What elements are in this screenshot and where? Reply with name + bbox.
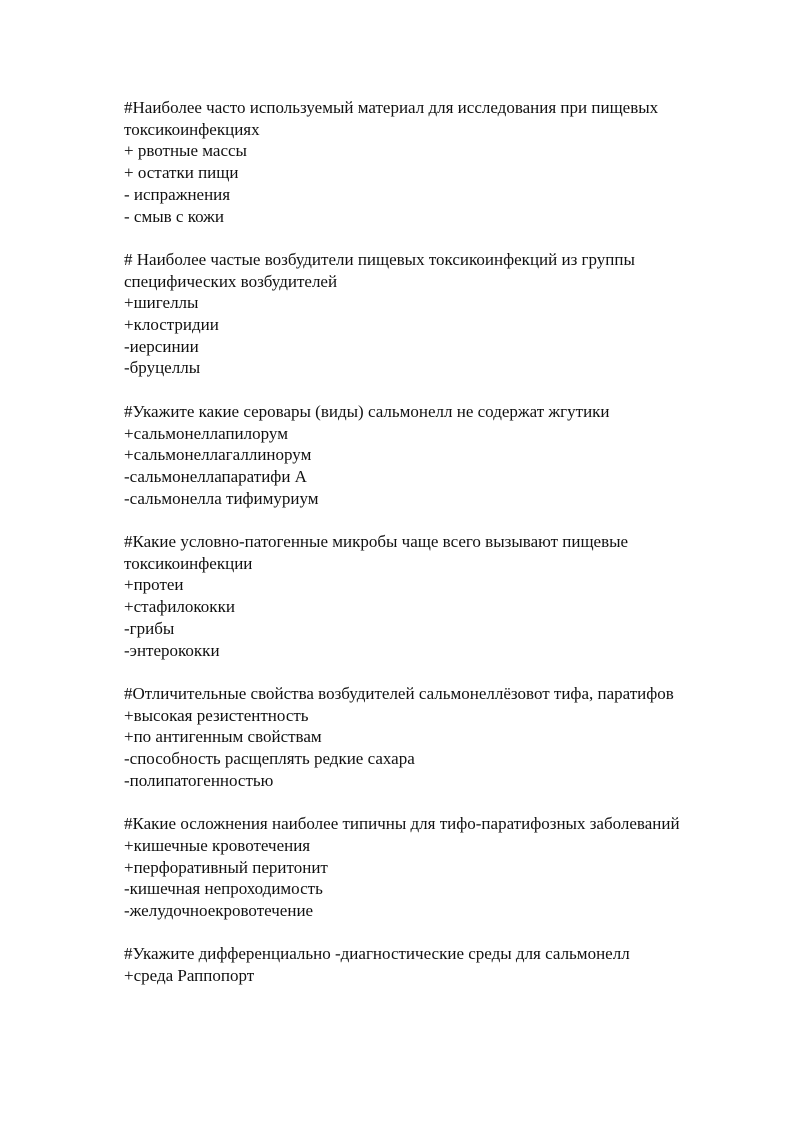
answer-option: - испражнения (124, 184, 231, 204)
question-block-6 (124, 813, 724, 922)
question-text: # Наиболее частые возбудители пищевых токсикоинфекций из группы специфических возбудителей (124, 249, 635, 291)
question-block-3 (124, 401, 724, 510)
question-block-1 (124, 97, 724, 227)
question-text: #Отличительные свойства возбудителей сальмонеллёзовот тифа, паратифов (124, 683, 674, 703)
question-block-4 (124, 531, 724, 661)
answer-option: +сальмонеллапилорум (124, 423, 288, 443)
answer-option: -желудочноекровотечение (124, 900, 314, 920)
question-text: #Какие условно-патогенные микробы чаще всего вызывают пищевые токсикоинфекции (124, 532, 629, 573)
answer-option: -сальмонеллапаратифи А (124, 466, 307, 486)
answer-option: -грибы (124, 618, 175, 638)
answer-option: +клостридии (124, 315, 219, 335)
answer-option: -сальмонелла тифимуриум (124, 488, 319, 508)
answer-option: +по антигенным свойствам (124, 727, 322, 747)
question-text: #Укажите какие серовары (виды) сальмонелл не содержат жгутики (124, 401, 610, 421)
answer-option: +сальмонеллагаллинорум (124, 445, 312, 465)
answer-option: -бруцеллы (124, 358, 201, 378)
question-text: #Наиболее часто используемый материал для исследования при пищевых токсикоинфекциях (124, 98, 659, 139)
answer-option: +протеи (124, 575, 184, 595)
question-block-5 (124, 683, 724, 792)
question-text: #Укажите дифференциально -диагностические среды для сальмонелл (124, 944, 630, 964)
answer-option: +высокая резистентность (124, 705, 309, 725)
answer-option: -кишечная непроходимость (124, 879, 323, 899)
answer-option: -способность расщеплять редкие сахара (124, 749, 415, 769)
answer-option: +стафилококки (124, 597, 235, 617)
document-page (124, 97, 724, 1008)
answer-option: +шигеллы (124, 293, 199, 313)
question-block-2 (124, 249, 724, 379)
answer-option: - смыв с кожи (124, 206, 225, 226)
answer-option: + остатки пищи (124, 163, 239, 183)
answer-option: -иерсинии (124, 336, 199, 356)
answer-option: +среда Раппопорт (124, 966, 255, 986)
answer-option: +кишечные кровотечения (124, 835, 311, 855)
question-text: #Какие осложнения наиболее типичны для тифо-паратифозных заболеваний (124, 814, 680, 834)
answer-option: +перфоративный перитонит (124, 857, 328, 877)
answer-option: -энтерококки (124, 640, 220, 660)
answer-option: -полипатогенностью (124, 770, 274, 790)
question-block-7 (124, 943, 724, 986)
answer-option: + рвотные массы (124, 141, 247, 161)
